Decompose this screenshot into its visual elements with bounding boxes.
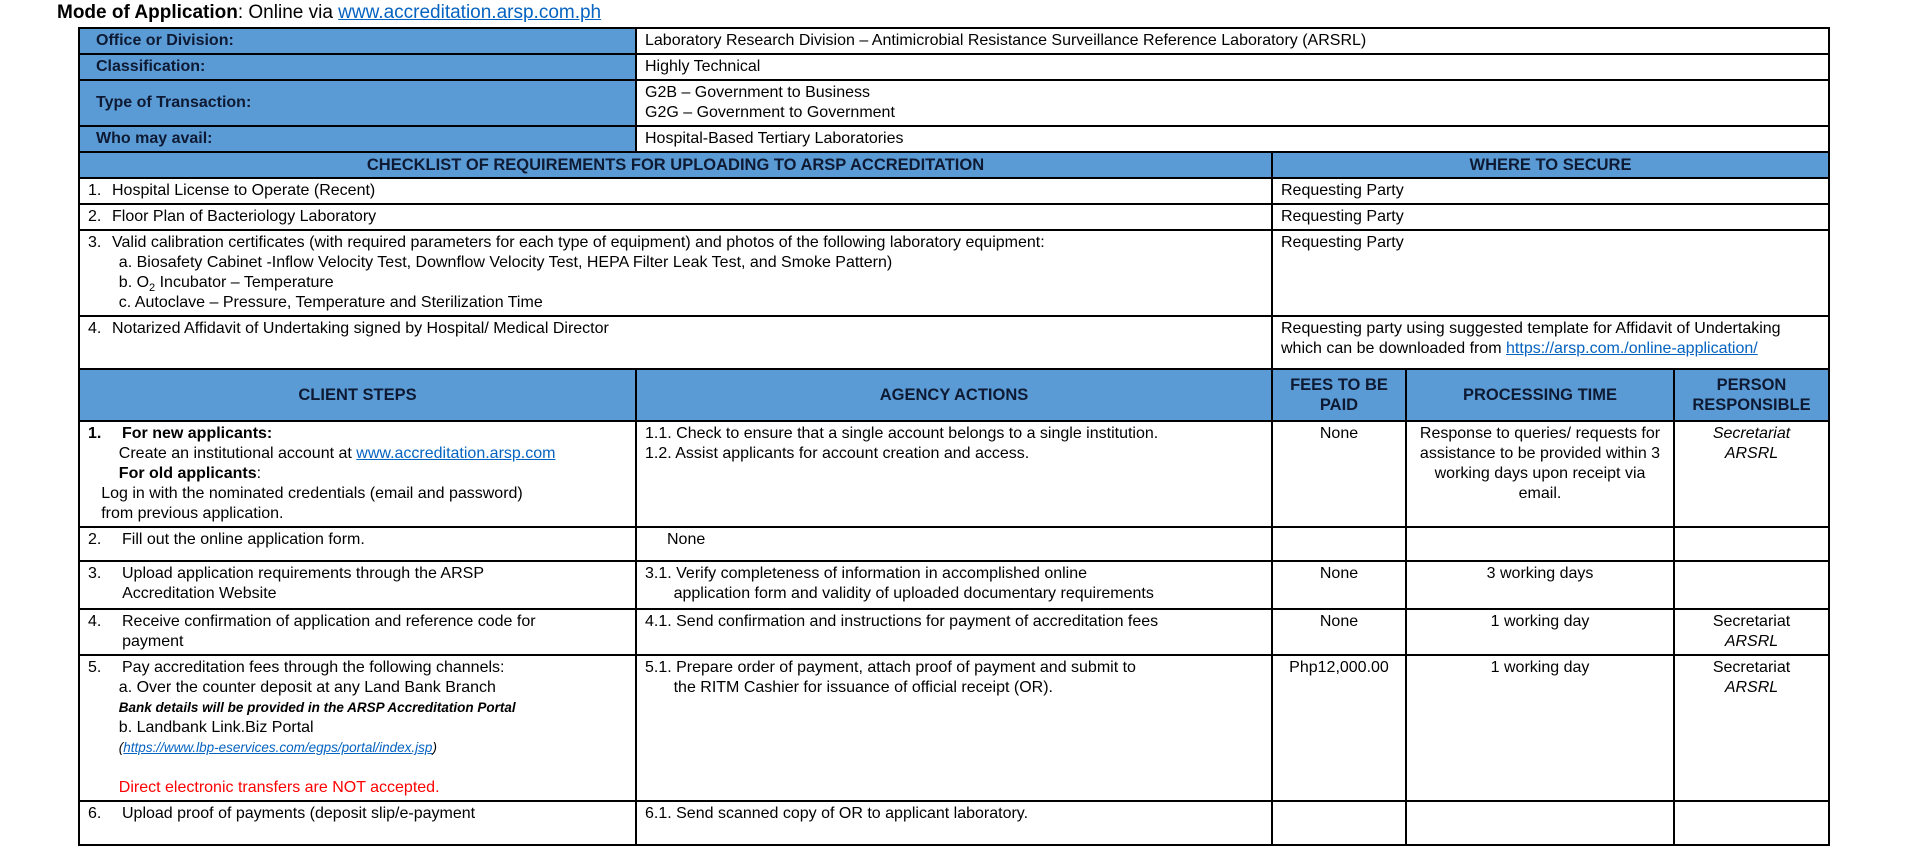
step-2-agency: None (636, 527, 1272, 561)
item-number: 1. (88, 182, 102, 199)
step-1-client: 1. For new applicants: Create an institutional account at www.accreditation.arsp.com For old applicants: Log in with the nominated credentials (email and password) from previous application. (79, 421, 636, 527)
person-responsible-header: PERSON RESPONSIBLE (1674, 369, 1829, 421)
item-number: 2. (88, 208, 102, 225)
info-value-classification: Highly Technical (636, 54, 1829, 80)
step-1-fees: None (1272, 421, 1406, 527)
checklist-item-2: 2. Floor Plan of Bacteriology Laboratory (79, 204, 1272, 230)
info-value-who-may-avail: Hospital-Based Tertiary Laboratories (636, 126, 1829, 152)
step-3-agency: 3.1. Verify completeness of information in accomplished online application form and validity of uploaded documentary requirements (636, 561, 1272, 609)
step-6-client: 6. Upload proof of payments (deposit slip/e-payment (79, 801, 636, 845)
info-label-who-may-avail: Who may avail: (79, 126, 636, 152)
step-5-time: 1 working day (1406, 655, 1674, 801)
item-number: 4. (88, 320, 102, 337)
step-2-client: 2. Fill out the online application form. (79, 527, 636, 561)
step-3-time: 3 working days (1406, 561, 1674, 609)
info-value-office: Laboratory Research Division – Antimicrobial Resistance Surveillance Reference Laboratory (ARSRL) (636, 28, 1829, 54)
checklist-table (78, 151, 1830, 370)
checklist-item-1: 1. Hospital License to Operate (Recent) (79, 178, 1272, 204)
step-3-person (1674, 561, 1829, 609)
item-number: 6. (88, 805, 102, 822)
step-3-fees: None (1272, 561, 1406, 609)
step-5-person: Secretariat ARSRL (1674, 655, 1829, 801)
client-steps-header: CLIENT STEPS (79, 369, 636, 421)
step-6-time (1406, 801, 1674, 845)
step-4-time: 1 working day (1406, 609, 1674, 655)
step-6-agency: 6.1. Send scanned copy of OR to applicant laboratory. (636, 801, 1272, 845)
info-label-office: Office or Division: (79, 28, 636, 54)
hyperlink[interactable]: www.accreditation.arsp.com.ph (338, 2, 602, 23)
item-number: 1. (88, 425, 102, 442)
item-number: 3. (88, 565, 102, 582)
step-1-agency: 1.1. Check to ensure that a single account belongs to a single institution. 1.2. Assist applicants for account creation and access. (636, 421, 1272, 527)
client-steps-table (78, 368, 1830, 846)
step-4-fees: None (1272, 609, 1406, 655)
step-4-client: 4. Receive confirmation of application and reference code for payment (79, 609, 636, 655)
step-1-person: Secretariat ARSRL (1674, 421, 1829, 527)
hyperlink[interactable]: www.accreditation.arsp.com (356, 445, 556, 462)
item-number: 2. (88, 531, 102, 548)
item-number: 4. (88, 613, 102, 630)
step-5-fees: Php12,000.00 (1272, 655, 1406, 801)
info-value-transaction-type: G2B – Government to Business G2G – Government to Government (636, 80, 1829, 126)
where-to-secure-header: WHERE TO SECURE (1272, 152, 1829, 178)
checklist-source-3: Requesting Party (1272, 230, 1829, 316)
info-label-transaction-type: Type of Transaction: (79, 80, 636, 126)
step-6-person (1674, 801, 1829, 845)
step-5-client: 5. Pay accreditation fees through the following channels: a. Over the counter deposit at any Land Bank Branch Bank details will be provided in the ARSP Accreditation Portal b. Landbank Link.Biz Portal (https://www.lbp-eservices.com/egps/portal/index.jsp) Direct electronic transfers are NOT accepted. (79, 655, 636, 801)
step-4-agency: 4.1. Send confirmation and instructions for payment of accreditation fees (636, 609, 1272, 655)
checklist-item-4: 4. Notarized Affidavit of Undertaking signed by Hospital/ Medical Director (79, 316, 1272, 369)
checklist-source-1: Requesting Party (1272, 178, 1829, 204)
agency-actions-header: AGENCY ACTIONS (636, 369, 1272, 421)
info-label-classification: Classification: (79, 54, 636, 80)
item-number: 3. (88, 234, 102, 251)
step-4-person: Secretariat ARSRL (1674, 609, 1829, 655)
processing-time-header: PROCESSING TIME (1406, 369, 1674, 421)
checklist-header: CHECKLIST OF REQUIREMENTS FOR UPLOADING TO ARSP ACCREDITATION (79, 152, 1272, 178)
hyperlink[interactable]: https://arsp.com./online-application/ (1506, 340, 1758, 357)
checklist-source-2: Requesting Party (1272, 204, 1829, 230)
step-2-fees (1272, 527, 1406, 561)
step-3-client: 3. Upload application requirements through the ARSP Accreditation Website (79, 561, 636, 609)
step-5-agency: 5.1. Prepare order of payment, attach proof of payment and submit to the RITM Cashier for issuance of official receipt (OR). (636, 655, 1272, 801)
fees-header: FEES TO BE PAID (1272, 369, 1406, 421)
checklist-item-3: 3. Valid calibration certificates (with required parameters for each type of equipment) and photos of the following laboratory equipment: a. Biosafety Cabinet -Inflow Velocity Test, Downflow Velocity Test, HEPA Filter Leak Test, and Smoke Pattern) b. $O_2$ Incubator – Temperature c. Autoclave – Pressure, Temperature and Sterilization Time (79, 230, 1272, 316)
step-2-time (1406, 527, 1674, 561)
step-6-fees (1272, 801, 1406, 845)
mode-of-application-line: Mode of Application: Online via www.accreditation.arsp.com.ph (57, 2, 602, 23)
info-table (78, 27, 1830, 153)
checklist-source-4: Requesting party using suggested template for Affidavit of Undertaking which can be downloaded from https://arsp.com./online-application/ (1272, 316, 1829, 369)
step-1-time: Response to queries/ requests for assistance to be provided within 3 working days upon receipt via email. (1406, 421, 1674, 527)
item-number: 5. (88, 659, 102, 676)
hyperlink[interactable]: https://www.lbp-eservices.com/egps/portal/index.jsp (123, 740, 433, 755)
step-2-person (1674, 527, 1829, 561)
